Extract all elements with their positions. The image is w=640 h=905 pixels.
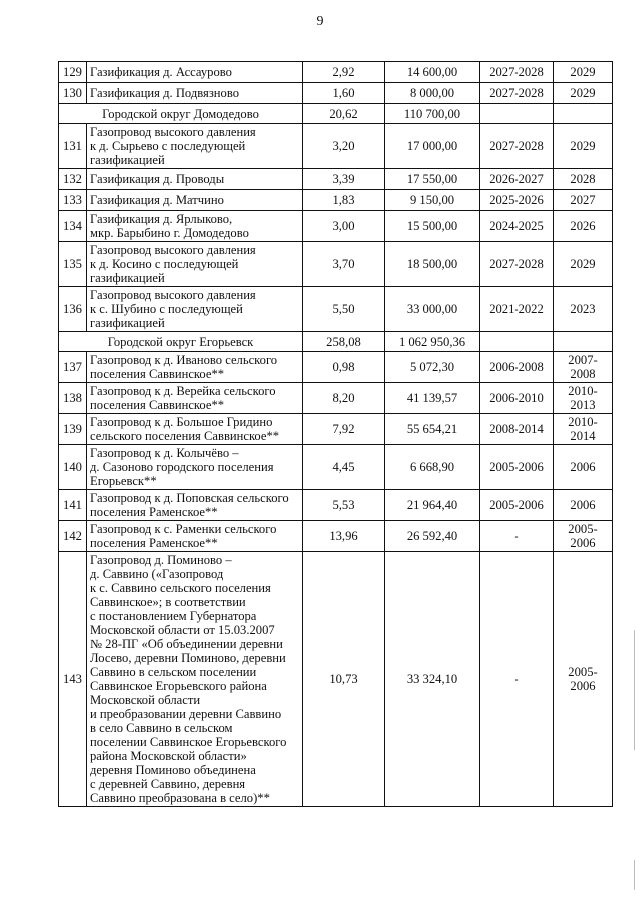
commissioning-year: 2029	[554, 62, 613, 83]
row-number: 141	[59, 490, 87, 521]
pipeline-length: 8,20	[303, 383, 385, 414]
object-name: Газопровод к д. Верейка сельского поселения Саввинское**	[87, 383, 303, 414]
table-row	[59, 83, 613, 104]
construction-period: 2021-2022	[480, 287, 554, 332]
table-row	[59, 190, 613, 211]
construction-period: 2006-2008	[480, 352, 554, 383]
construction-period: 2027-2028	[480, 242, 554, 287]
cost-value: 18 500,00	[385, 242, 480, 287]
row-number: 130	[59, 83, 87, 104]
cost-value: 41 139,57	[385, 383, 480, 414]
object-name: Газопровод д. Поминово – д. Саввино («Газопровод к с. Саввино сельского поселения Саввинское»; в соответствии с постановлением Губернатора Московской области от 15.03.2007 № 28-ПГ «Об объединении деревни Лосево, деревни Поминово, деревни Саввино в сельском поселении Саввинское Егорьевского района Московской области и преобразовании деревни Саввино в село Саввино в сельском поселении Саввинское Егорьевского района Московской области» деревня Поминово объединена с деревней Саввино, деревня Саввино преобразована в село)**	[87, 552, 303, 807]
cost-value: 5 072,30	[385, 352, 480, 383]
empty-cell	[480, 104, 554, 124]
commissioning-year: 2023	[554, 287, 613, 332]
table-row	[59, 552, 613, 807]
pipeline-length: 3,39	[303, 169, 385, 190]
commissioning-year: 2028	[554, 169, 613, 190]
construction-period: 2006-2010	[480, 383, 554, 414]
object-name: Газопровод к д. Колычёво – д. Сазоново городского поселения Егорьевск**	[87, 445, 303, 490]
table-row	[59, 490, 613, 521]
pipeline-length: 10,73	[303, 552, 385, 807]
district-name: Городской округ Домодедово	[59, 104, 303, 124]
cost-value: 6 668,90	[385, 445, 480, 490]
cost-value: 17 000,00	[385, 124, 480, 169]
table-row	[59, 242, 613, 287]
cost-value: 9 150,00	[385, 190, 480, 211]
pipeline-length: 4,45	[303, 445, 385, 490]
district-row	[59, 332, 613, 352]
commissioning-year: 2005-2006	[554, 521, 613, 552]
row-number: 143	[59, 552, 87, 807]
table-row	[59, 521, 613, 552]
pipeline-length: 1,60	[303, 83, 385, 104]
construction-period: 2008-2014	[480, 414, 554, 445]
object-name: Газопровод к д. Большое Гридино сельского поселения Саввинское**	[87, 414, 303, 445]
pipeline-length: 3,70	[303, 242, 385, 287]
object-name: Газификация д. Подвязново	[87, 83, 303, 104]
pipeline-length: 5,50	[303, 287, 385, 332]
pipeline-length: 13,96	[303, 521, 385, 552]
table-row	[59, 62, 613, 83]
construction-period: 2026-2027	[480, 169, 554, 190]
row-number: 131	[59, 124, 87, 169]
object-name: Газопровод высокого давления к д. Косино с последующей газификацией	[87, 242, 303, 287]
district-cost: 110 700,00	[385, 104, 480, 124]
object-name: Газопровод высокого давления к с. Шубино с последующей газификацией	[87, 287, 303, 332]
object-name: Газопровод высокого давления к д. Сырьево с последующей газификацией	[87, 124, 303, 169]
row-number: 134	[59, 211, 87, 242]
construction-period: 2005-2006	[480, 490, 554, 521]
row-number: 129	[59, 62, 87, 83]
district-name: Городской округ Егорьевск	[59, 332, 303, 352]
commissioning-year: 2029	[554, 242, 613, 287]
table-row	[59, 211, 613, 242]
row-number: 140	[59, 445, 87, 490]
row-number: 139	[59, 414, 87, 445]
commissioning-year: 2010-2014	[554, 414, 613, 445]
cost-value: 14 600,00	[385, 62, 480, 83]
empty-cell	[480, 332, 554, 352]
construction-period: 2024-2025	[480, 211, 554, 242]
page-number: 9	[316, 14, 324, 29]
commissioning-year: 2029	[554, 124, 613, 169]
table-row	[59, 352, 613, 383]
cost-value: 33 000,00	[385, 287, 480, 332]
object-name: Газификация д. Проводы	[87, 169, 303, 190]
scan-edge-mark	[634, 630, 635, 750]
pipeline-length: 0,98	[303, 352, 385, 383]
row-number: 132	[59, 169, 87, 190]
object-name: Газификация д. Ярлыково, мкр. Барыбино г. Домодедово	[87, 211, 303, 242]
pipeline-length: 7,92	[303, 414, 385, 445]
district-row	[59, 104, 613, 124]
row-number: 136	[59, 287, 87, 332]
table-row	[59, 414, 613, 445]
commissioning-year: 2026	[554, 211, 613, 242]
cost-value: 55 654,21	[385, 414, 480, 445]
object-name: Газификация д. Ассаурово	[87, 62, 303, 83]
scan-edge-mark	[634, 860, 635, 890]
commissioning-year: 2027	[554, 190, 613, 211]
table-row	[59, 383, 613, 414]
cost-value: 15 500,00	[385, 211, 480, 242]
pipeline-length: 5,53	[303, 490, 385, 521]
commissioning-year: 2006	[554, 445, 613, 490]
commissioning-year: 2010-2013	[554, 383, 613, 414]
table-row	[59, 169, 613, 190]
pipeline-length: 3,00	[303, 211, 385, 242]
construction-period: 2005-2006	[480, 445, 554, 490]
cost-value: 17 550,00	[385, 169, 480, 190]
row-number: 137	[59, 352, 87, 383]
cost-value: 26 592,40	[385, 521, 480, 552]
district-length: 20,62	[303, 104, 385, 124]
pipeline-length: 3,20	[303, 124, 385, 169]
empty-cell	[554, 104, 613, 124]
cost-value: 33 324,10	[385, 552, 480, 807]
district-cost: 1 062 950,36	[385, 332, 480, 352]
commissioning-year: 2005-2006	[554, 552, 613, 807]
empty-cell	[554, 332, 613, 352]
object-name: Газопровод к д. Поповская сельского поселения Раменское**	[87, 490, 303, 521]
commissioning-year: 2006	[554, 490, 613, 521]
pipeline-length: 1,83	[303, 190, 385, 211]
commissioning-year: 2007-2008	[554, 352, 613, 383]
object-name: Газопровод к д. Иваново сельского поселения Саввинское**	[87, 352, 303, 383]
table-row	[59, 445, 613, 490]
row-number: 135	[59, 242, 87, 287]
table-row	[59, 124, 613, 169]
row-number: 138	[59, 383, 87, 414]
row-number: 142	[59, 521, 87, 552]
object-name: Газопровод к с. Раменки сельского поселения Раменское**	[87, 521, 303, 552]
pipeline-length: 2,92	[303, 62, 385, 83]
construction-period: 2027-2028	[480, 124, 554, 169]
cost-value: 8 000,00	[385, 83, 480, 104]
gasification-table	[58, 61, 613, 807]
construction-period: 2025-2026	[480, 190, 554, 211]
cost-value: 21 964,40	[385, 490, 480, 521]
district-length: 258,08	[303, 332, 385, 352]
construction-period: 2027-2028	[480, 83, 554, 104]
row-number: 133	[59, 190, 87, 211]
object-name: Газификация д. Матчино	[87, 190, 303, 211]
commissioning-year: 2029	[554, 83, 613, 104]
table-row	[59, 287, 613, 332]
construction-period: -	[480, 521, 554, 552]
construction-period: -	[480, 552, 554, 807]
construction-period: 2027-2028	[480, 62, 554, 83]
